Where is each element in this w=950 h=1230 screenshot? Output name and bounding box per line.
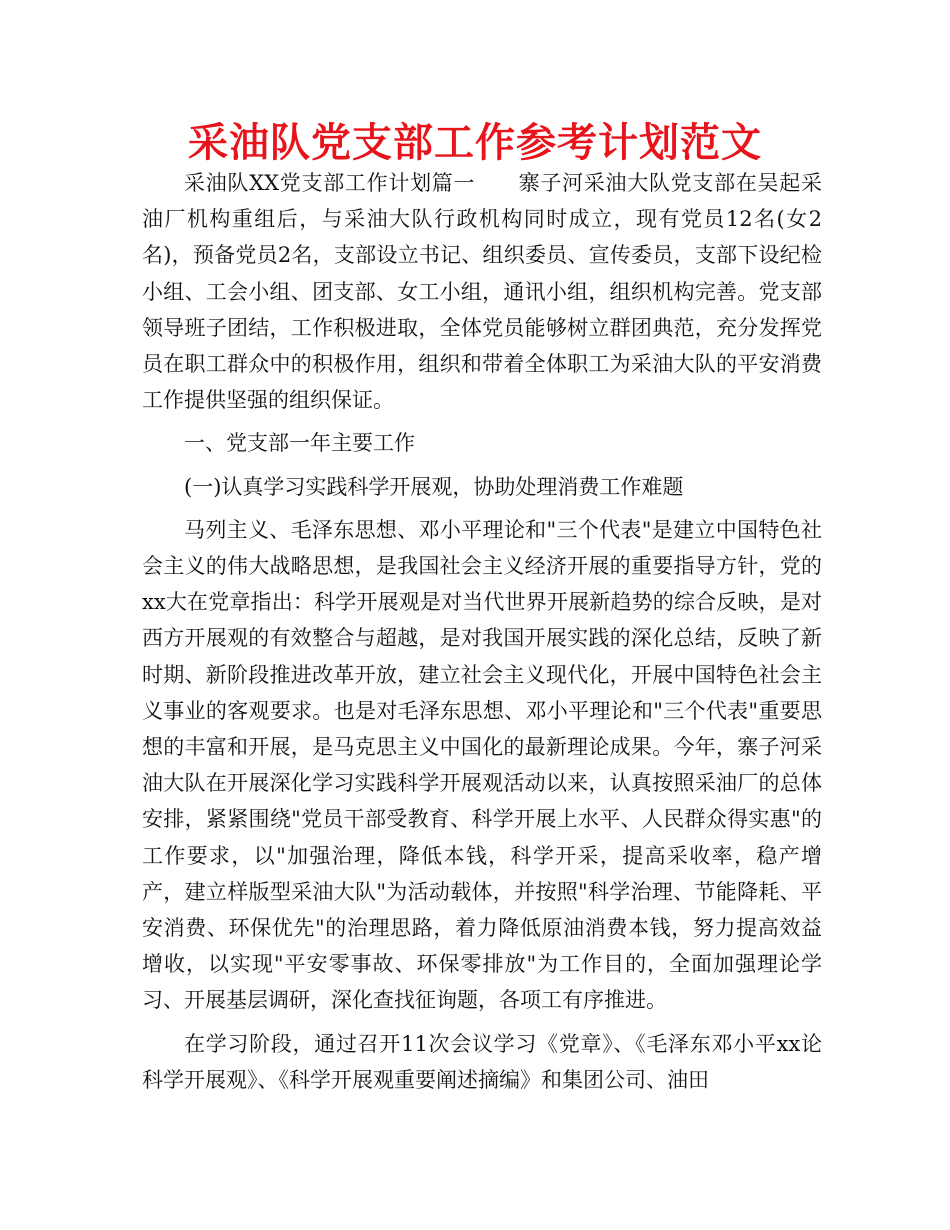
paragraph-theory: 马列主义、毛泽东思想、邓小平理论和"三个代表"是建立中国特色社会主义的伟大战略思想，是我国社会主义经济开展的重要指导方针，党的xx大在党章指出：科学开展观是对当代世界开展新趋势的综合反映，是对西方开展观的有效整合与超越，是对我国开展实践的深化总结，反映了新时期、新阶段推进改革开放，建立社会主义现代化，开展中国特色社会主义事业的客观要求。也是对毛泽东思想、邓小平理论和"三个代表"重要思想的丰富和开展，是马克思主义中国化的最新理论成果。今年，寨子河采油大队在开展深化学习实践科学开展观活动以来，认真按照采油厂的总体安排，紧紧围绕"党员干部受教育、科学开展上水平、人民群众得实惠"的工作要求，以"加强治理，降低本钱，科学开采，提高采收率，稳产增产，建立样版型采油大队"为活动载体，并按照"科学治理、节能降耗、平安消费、环保优先"的治理思路，着力降低原油消费本钱，努力提高效益增收，以实现"平安零事故、环保零排放"为工作目的，全面加强理论学习、开展基层调研，深化查找征询题，各项工有序推进。 — [142, 517, 822, 1013]
document-title: 采油队党支部工作参考计划范文 — [188, 120, 762, 166]
subsection-heading-1: (一)认真学习实践科学开展观，协助处理消费工作难题 — [184, 474, 684, 499]
paragraph-study: 在学习阶段，通过召开11次会议学习《党章》、《毛泽东邓小平xx论科学开展观》、《科学开展观重要阐述摘编》和集团公司、油田 — [142, 1031, 822, 1092]
document-body — [142, 165, 822, 1098]
section-heading-1: 一、党支部一年主要工作 — [184, 431, 415, 456]
paragraph-intro: 采油队XX党支部工作计划篇一 寨子河采油大队党支部在吴起采油厂机构重组后，与采油大队行政机构同时成立，现有党员12名(女2名)，预备党员2名，支部设立书记、组织委员、宣传委员，支部下设纪检小组、工会小组、团支部、女工小组，通讯小组，组织机构完善。党支部领导班子团结，工作积极进取，全体党员能够树立群团典范，充分发挥党员在职工群众中的积极作用，组织和带着全体职工为采油大队的平安消费工作提供坚强的组织保证。 — [142, 171, 822, 413]
